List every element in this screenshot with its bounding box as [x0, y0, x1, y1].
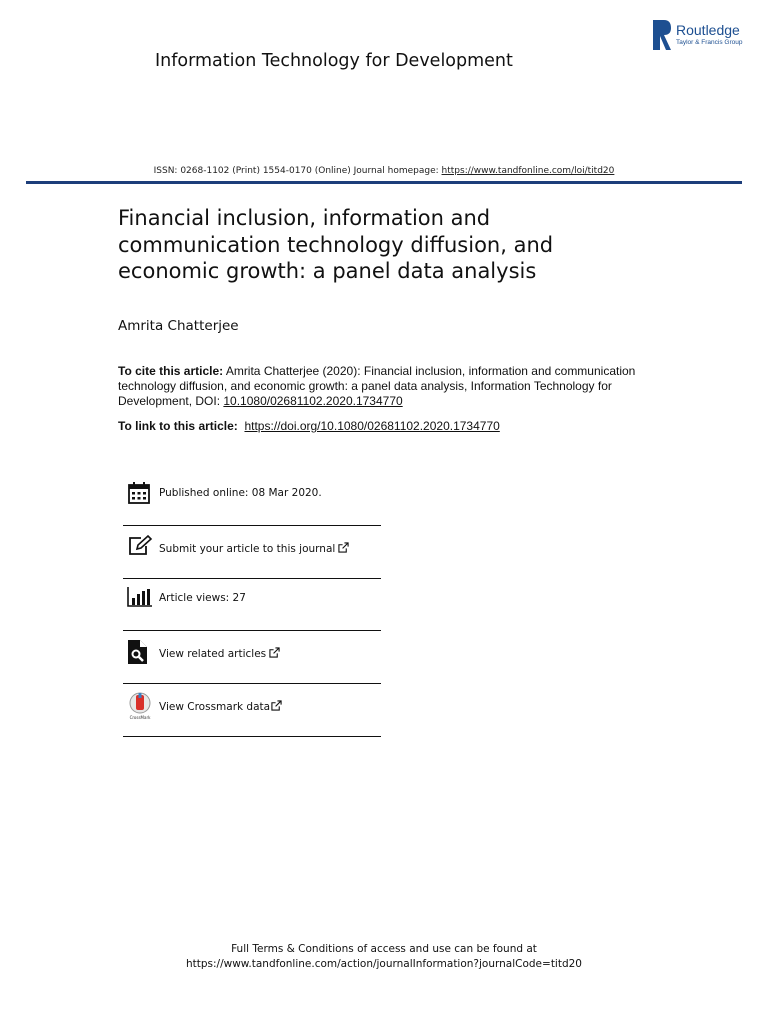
published-row	[123, 481, 381, 505]
submit-article-link[interactable]	[159, 542, 349, 555]
footer-line: Full Terms & Conditions of access and use can be found at	[231, 943, 537, 955]
article-views: Article views: 27	[159, 592, 246, 604]
related-row[interactable]	[123, 639, 381, 665]
related-articles-link[interactable]	[159, 647, 280, 660]
header-rule	[26, 181, 742, 184]
footer-terms	[0, 942, 768, 972]
crossmark-row[interactable]	[123, 692, 381, 720]
journal-homepage-link[interactable]: https://www.tandfonline.com/loi/titd20	[441, 166, 615, 176]
issn-line	[0, 166, 768, 176]
crossmark-link[interactable]	[159, 700, 282, 713]
citation-text: Amrita Chatterjee (2020): Financial inclusion, information and communication technology diffusion, and economic growth: a panel data analysis, Information Technology for Development, DOI:	[118, 364, 636, 408]
article-title-line: communication technology diffusion, and	[118, 232, 554, 257]
crossmark-icon	[126, 692, 154, 720]
views-row	[123, 587, 381, 609]
publisher-name: Routledge	[676, 22, 740, 38]
document-search-icon	[127, 639, 149, 665]
external-link-icon	[338, 542, 349, 553]
article-link-line	[118, 419, 658, 433]
issn-text: ISSN: 0268-1102 (Print) 1554-0170 (Online) Journal homepage:	[153, 166, 442, 176]
submit-label: Submit your article to this journal	[159, 543, 336, 555]
crossmark-label: View Crossmark data	[159, 701, 271, 713]
divider	[123, 683, 381, 684]
article-title-line: economic growth: a panel data analysis	[118, 259, 537, 283]
bar-chart-icon	[127, 587, 153, 607]
journal-title: Information Technology for Development	[155, 51, 513, 71]
divider	[123, 630, 381, 631]
publisher-logo	[652, 20, 752, 50]
divider	[123, 525, 381, 526]
divider	[123, 578, 381, 579]
external-link-icon	[271, 700, 282, 711]
submit-row[interactable]	[123, 535, 381, 559]
author-name: Amrita Chatterjee	[118, 318, 239, 334]
external-link-icon	[269, 647, 280, 658]
citation-label: To cite this article:	[118, 364, 224, 378]
article-title-line: Financial inclusion, information and	[118, 206, 491, 230]
related-label: View related articles	[159, 648, 267, 660]
edit-icon	[127, 535, 153, 557]
citation-doi-link[interactable]: 10.1080/02681102.2020.1734770	[223, 394, 403, 408]
divider	[123, 736, 381, 737]
article-doi-link[interactable]: https://doi.org/10.1080/02681102.2020.1734770	[244, 419, 500, 433]
footer-terms-link[interactable]: https://www.tandfonline.com/action/journalInformation?journalCode=titd20	[185, 958, 582, 970]
routledge-logo-icon	[652, 20, 672, 50]
publisher-group: Taylor & Francis Group	[676, 39, 743, 46]
link-label: To link to this article:	[118, 419, 238, 433]
published-date: Published online: 08 Mar 2020.	[159, 487, 322, 499]
calendar-icon	[127, 481, 151, 505]
article-title	[118, 205, 638, 285]
crossmark-logo-text: CrossMark	[129, 715, 151, 720]
citation-block	[118, 364, 658, 409]
